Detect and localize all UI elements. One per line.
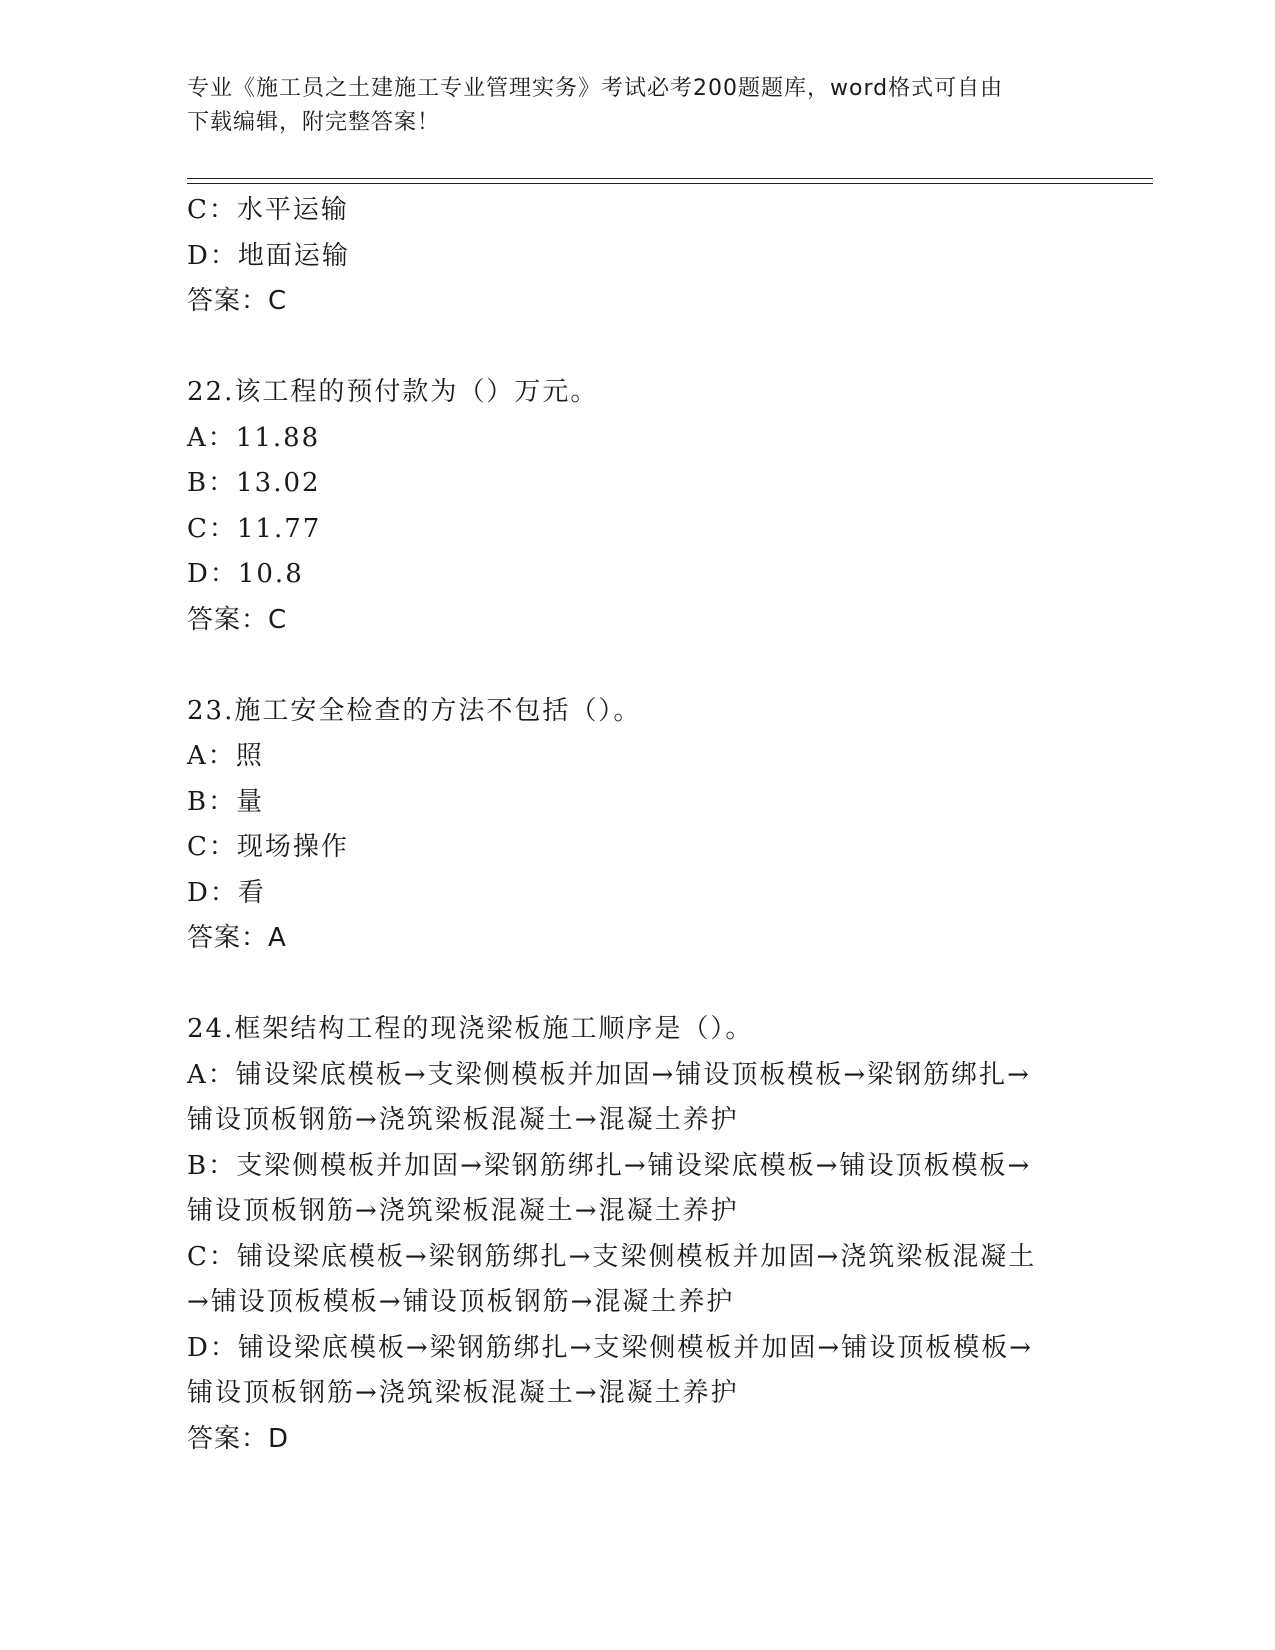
header-line-2: 下载编辑，附完整答案！ <box>187 110 441 135</box>
question-stem: 23.施工安全检查的方法不包括（）。 <box>187 695 642 726</box>
option-b: B：量 <box>187 786 265 817</box>
spacer <box>187 962 1087 1008</box>
question-list <box>187 188 1087 1462</box>
option-d: D：10.8 <box>187 559 304 589</box>
document-header <box>187 72 1087 140</box>
spacer <box>187 325 1087 371</box>
question-stem: 24.框架结构工程的现浇梁板施工顺序是（）。 <box>187 1014 754 1044</box>
option-d: D：地面运输 <box>187 240 350 271</box>
option-c-line-2: →铺设顶板模板→铺设顶板钢筋→混凝土养护 <box>187 1287 735 1317</box>
option-a: A：11.88 <box>187 422 321 453</box>
question-stem: 22.该工程的预付款为（）万元。 <box>187 377 599 407</box>
option-c: C：现场操作 <box>187 832 349 862</box>
header-divider-top <box>187 178 1153 179</box>
question-23 <box>187 689 1087 962</box>
answer-line: 答案：D <box>187 1423 290 1454</box>
option-a-line-2: 铺设顶板钢筋→浇筑梁板混凝土→混凝土养护 <box>187 1105 739 1135</box>
option-c: C：11.77 <box>187 513 322 544</box>
answer-line: 答案：C <box>187 604 288 635</box>
answer-line: 答案：A <box>187 923 287 953</box>
option-b-line-1: B：支梁侧模板并加固→梁钢筋绑扎→铺设梁底模板→铺设顶板模板→ <box>187 1150 1032 1181</box>
header-divider-bottom <box>187 183 1153 184</box>
option-a-line-1: A：铺设梁底模板→支梁侧模板并加固→铺设顶板模板→梁钢筋绑扎→ <box>187 1059 1031 1090</box>
header-line-1: 专业《施工员之土建施工专业管理实务》考试必考200题题库，word格式可自由 <box>187 76 1004 101</box>
spacer <box>187 643 1087 689</box>
question-22 <box>187 370 1087 643</box>
option-c: C：水平运输 <box>187 195 349 225</box>
option-d: D：看 <box>187 877 266 908</box>
option-d-line-1: D：铺设梁底模板→梁钢筋绑扎→支梁侧模板并加固→铺设顶板模板→ <box>187 1332 1033 1363</box>
option-c-line-1: C：铺设梁底模板→梁钢筋绑扎→支梁侧模板并加固→浇筑梁板混凝土 <box>187 1241 1037 1272</box>
option-d-line-2: 铺设顶板钢筋→浇筑梁板混凝土→混凝土养护 <box>187 1378 739 1408</box>
option-b-line-2: 铺设顶板钢筋→浇筑梁板混凝土→混凝土养护 <box>187 1196 739 1226</box>
answer-line: 答案：C <box>187 286 288 316</box>
option-b: B：13.02 <box>187 468 321 498</box>
option-a: A：照 <box>187 741 264 771</box>
question-24 <box>187 1007 1087 1462</box>
question-21-continued <box>187 188 1087 325</box>
